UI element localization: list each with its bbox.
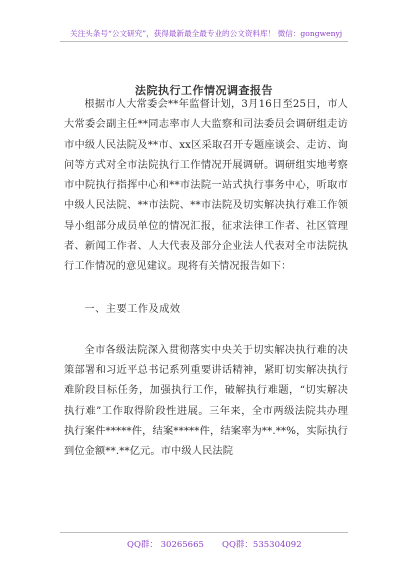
header-divider [60,41,348,42]
page-header [0,0,408,58]
header-banner-link[interactable]: 关注头条号“公文研究”，获得最新最全最专业的公文资料库！ 微信：gongwenyj [70,29,343,38]
document-body [64,95,348,462]
section-heading: 一、主要工作及成效 [84,303,181,315]
footer-qq-group-1: QQ群： 30265665 [127,540,204,550]
body-paragraph: 全市各级法院深入贯彻落实中央关于切实解决执行难的决策部署和习近平总书记系列重要讲话精神，紧盯切实解决执行难阶段目标任务，加强执行工作，破解执行难题，“切实解决执行难”工作取得阶段性进展。三年来，全市两级法院共办理执行案件*****件，结案*****件，结案率为**.**%，实际执行到位金额**.**亿元。市中级人民法院 [64,344,348,458]
footer-qq-group-2: QQ群：535304092 [222,540,302,550]
page-footer [0,520,408,580]
document-title: 法院执行工作情况调查报告 [135,84,273,97]
footer-divider [60,532,348,533]
intro-paragraph: 根据市人大常委会**年监督计划，3月16日至25日，市人大常委会副主任**同志率市人大监察和司法委员会调研组走访市中级人民法院及**市、xx区采取召开专题座谈会、走访、询问等方式对全市法院执行工作情况开展调研。调研组实地考察市中院执行指挥中心和**市法院一站式执行事务中心，听取市中级人民法院、**市法院、**市法院及切实解决执行难工作领导小组部分成员单位的情况汇报，征求法律工作者、社区管理者、新闻工作者、人大代表及部分企业法人代表对全市法院执行工作情况的意见建议。现将有关情况报告如下： [64,99,348,273]
